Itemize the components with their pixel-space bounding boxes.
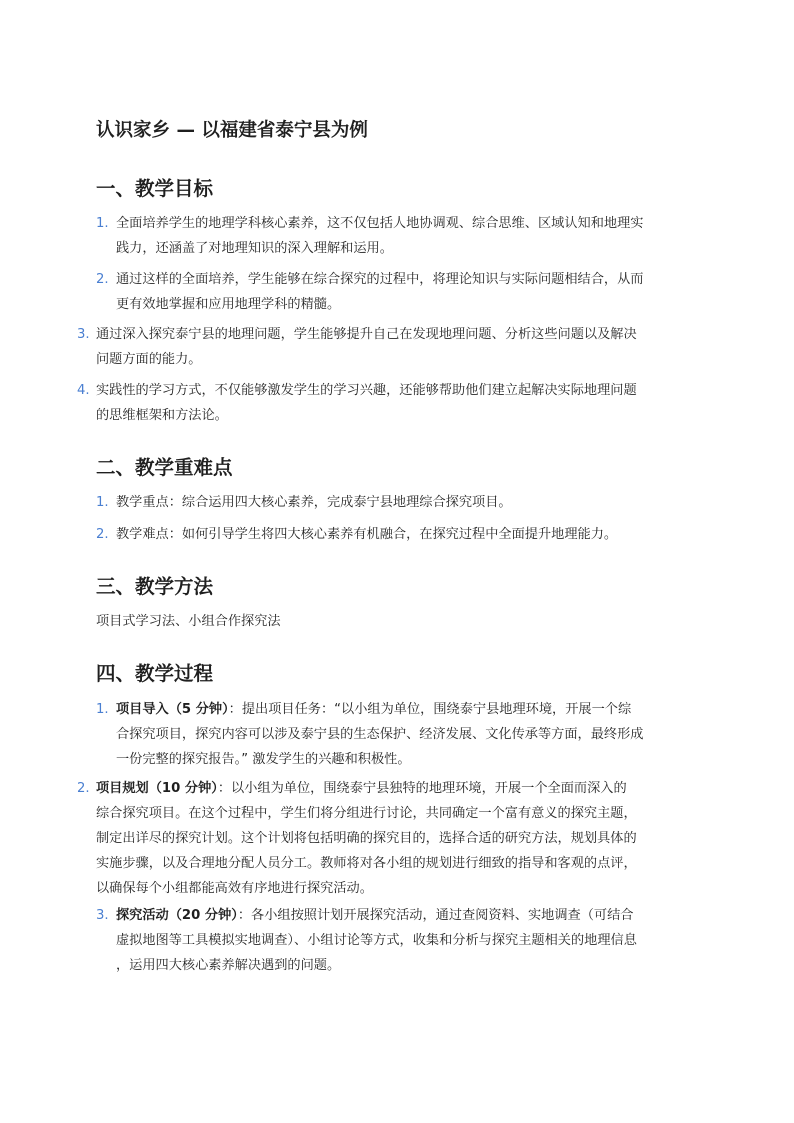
section-heading-objectives: 一、教学目标 — [96, 177, 214, 200]
list-text-line — [116, 903, 637, 928]
list-item — [96, 697, 644, 772]
list-text-line: 合探究项目，探究内容可以涉及泰宁县的生态保护、经济发展、文化传承等方面，最终形成 — [116, 727, 644, 742]
list-item — [96, 490, 512, 515]
list-text-line: 教学难点：如何引导学生将四大核心素养有机融合，在探究过程中全面提升地理能力。 — [116, 527, 618, 542]
list-text-line: 实施步骤，以及合理地分配人员分工。教师将对各小组的规划进行细致的指导和客观的点评， — [96, 856, 637, 871]
step-text: ：提出项目任务：“以小组为单位，围绕泰宁县地理环境，开展一个综 — [228, 702, 632, 717]
document-title: 认识家乡 — 以福建省泰宁县为例 — [96, 120, 368, 141]
list-number: 3. — [77, 327, 90, 342]
list-text-line: 通过这样的全面培养，学生能够在综合探究的过程中，将理论知识与实际问题相结合，从而 — [116, 272, 644, 287]
list-item — [96, 211, 644, 261]
list-item — [77, 378, 637, 428]
list-number: 1. — [96, 216, 109, 231]
list-number: 1. — [96, 702, 109, 717]
list-item — [96, 903, 637, 978]
list-text-line — [96, 776, 637, 801]
list-text-line: 更有效地掌握和应用地理学科的精髓。 — [116, 297, 341, 312]
step-text: ：各小组按照计划开展探究活动，通过查阅资料、实地调查（可结合 — [237, 908, 634, 923]
list-item — [96, 522, 617, 547]
list-text-line: 全面培养学生的地理学科核心素养，这不仅包括人地协调观、综合思维、区域认知和地理实 — [116, 216, 644, 231]
methods-text: 项目式学习法、小组合作探究法 — [96, 614, 281, 629]
list-text-line: 的思维框架和方法论。 — [96, 408, 228, 423]
list-text-line: 通过深入探究泰宁县的地理问题，学生能够提升自己在发现地理问题、分析这些问题以及解决 — [96, 327, 637, 342]
step-text: ：以小组为单位，围绕泰宁县独特的地理环境，开展一个全面而深入的 — [217, 781, 627, 796]
list-text-line: 践力，还涵盖了对地理知识的深入理解和运用。 — [116, 241, 393, 256]
list-number: 3. — [96, 908, 109, 923]
list-text-line: 教学重点：综合运用四大核心素养，完成泰宁县地理综合探究项目。 — [116, 495, 512, 510]
section-heading-methods: 三、教学方法 — [96, 575, 214, 598]
list-text-line: 实践性的学习方式，不仅能够激发学生的学习兴趣，还能够帮助他们建立起解决实际地理问题 — [96, 383, 637, 398]
list-number: 4. — [77, 383, 90, 398]
list-number: 2. — [96, 272, 109, 287]
step-title: 项目规划（10 分钟） — [96, 781, 218, 796]
section-heading-key-points: 二、教学重难点 — [96, 456, 233, 479]
list-item — [96, 267, 644, 317]
list-number: 1. — [96, 495, 109, 510]
list-item — [77, 776, 637, 901]
step-title: 项目导入（5 分钟） — [116, 702, 229, 717]
list-item — [77, 322, 637, 372]
list-text-line: 制定出详尽的探究计划。这个计划将包括明确的探究目的，选择合适的研究方法，规划具体的 — [96, 831, 637, 846]
list-text-line: 以确保每个小组都能高效有序地进行探究活动。 — [96, 881, 373, 896]
list-number: 2. — [96, 527, 109, 542]
list-text-line: 综合探究项目。在这个过程中，学生们将分组进行讨论，共同确定一个富有意义的探究主题， — [96, 806, 637, 821]
list-number: 2. — [77, 781, 90, 796]
list-text-line: 问题方面的能力。 — [96, 352, 202, 367]
list-text-line: ，运用四大核心素养解决遇到的问题。 — [116, 958, 341, 973]
list-text-line — [116, 697, 644, 722]
list-text-line: 一份完整的探究报告。” 激发学生的兴趣和积极性。 — [116, 752, 411, 767]
step-title: 探究活动（20 分钟） — [116, 908, 238, 923]
section-heading-process: 四、教学过程 — [96, 662, 214, 685]
list-text-line: 虚拟地图等工具模拟实地调查）、小组讨论等方式，收集和分析与探究主题相关的地理信息 — [116, 933, 637, 948]
